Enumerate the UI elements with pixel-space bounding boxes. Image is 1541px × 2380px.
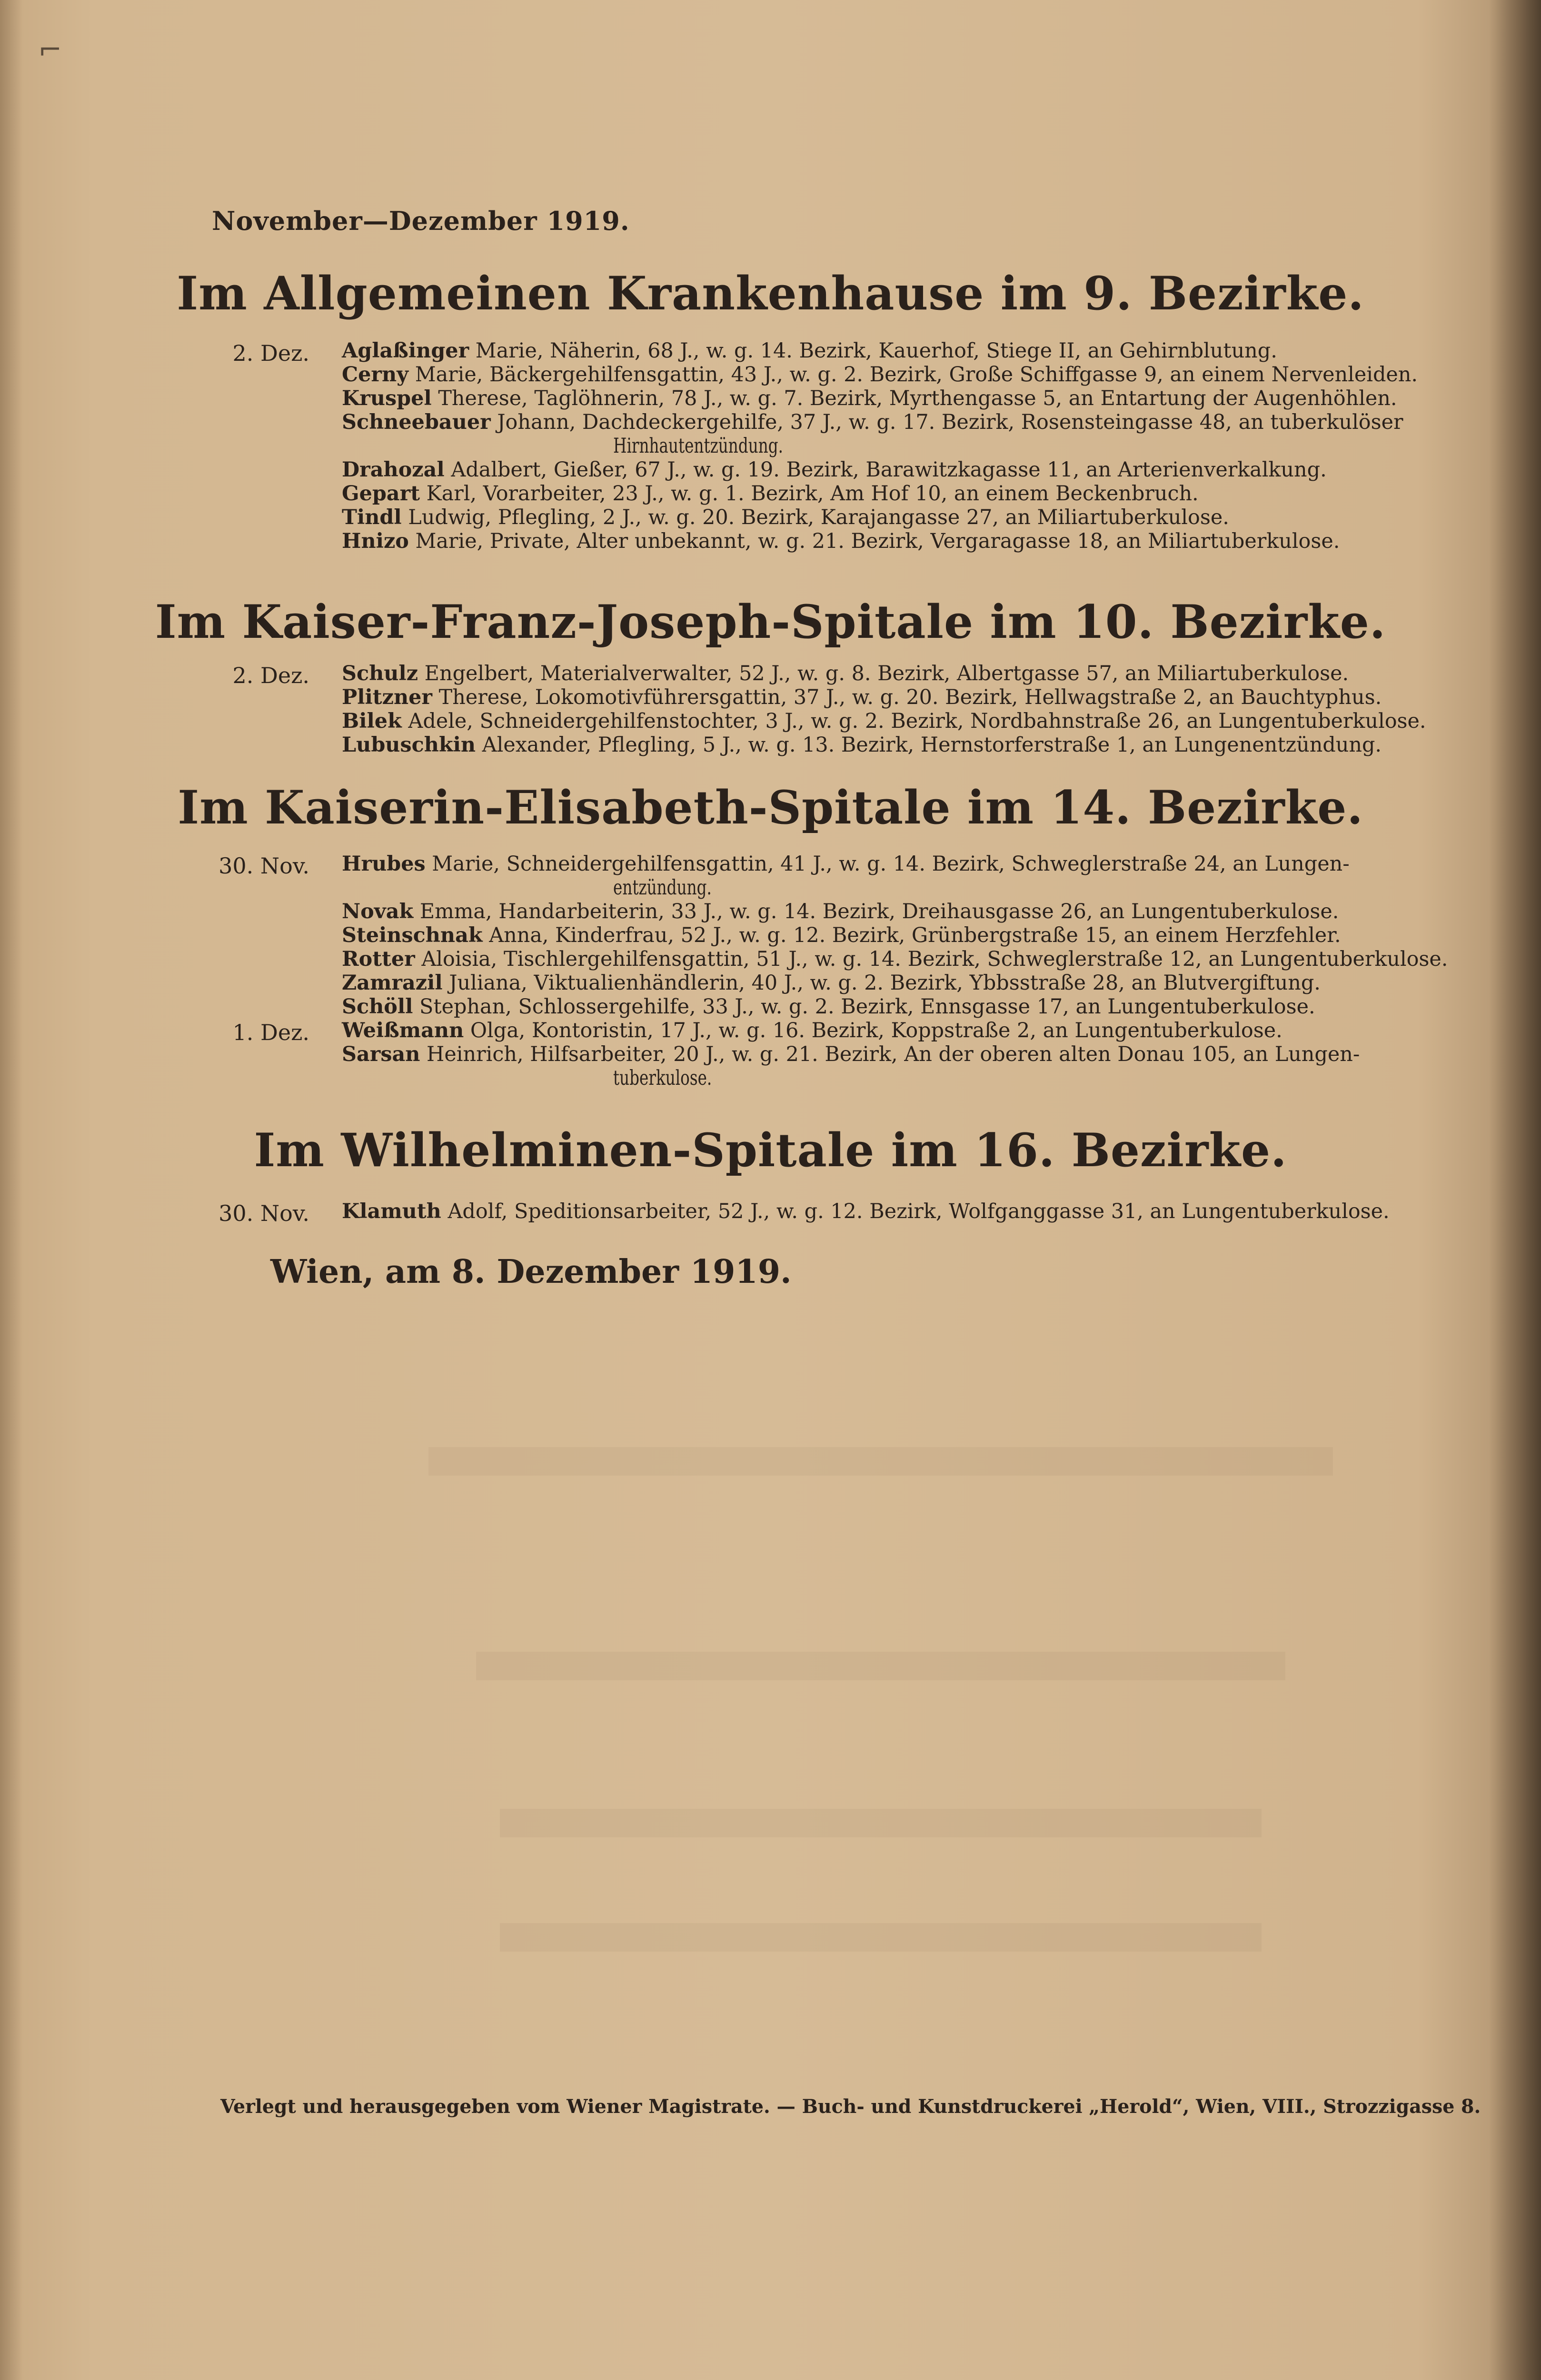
entry-text: Marie, Bäckergehilfensgattin, 43 J., w. g. 2. Bezirk, Große Schiffgasse 9, an einem Nervenleiden.	[408, 363, 1418, 387]
entry-text: Adele, Schneidergehilfenstochter, 3 J., w. g. 2. Bezirk, Nordbahnstraße 26, an Lungentuberkulose.	[401, 709, 1426, 733]
entry-name: Kruspel	[342, 387, 432, 410]
death-entry	[342, 733, 1481, 757]
entry-name: Drahozal	[342, 458, 445, 482]
entry-name: Sarsan	[342, 1042, 420, 1066]
entry-text: Therese, Lokomotivführersgattin, 37 J., w. g. 20. Bezirk, Hellwagstraße 2, an Bauchtyphus.	[432, 685, 1382, 709]
entry-continuation: tuberkulose.	[613, 1066, 712, 1090]
entry-name: Gepart	[342, 482, 420, 506]
entry-text: Anna, Kinderfrau, 52 J., w. g. 12. Bezirk, Grünbergstraße 15, an einem Herzfehler.	[482, 923, 1341, 947]
bleed-through-mark	[476, 1652, 1285, 1680]
entry-text: Therese, Taglöhnerin, 78 J., w. g. 7. Bezirk, Myrthengasse 5, an Entartung der Augenhöhlen.	[431, 387, 1397, 410]
publisher-footer: Verlegt und herausgegeben vom Wiener Magistrate. — Buch- und Kunstdruckerei „Herold“, Wien, VIII., Strozzigasse 8.	[220, 2095, 1481, 2118]
entry-text: Ludwig, Pflegling, 2 J., w. g. 20. Bezirk, Karajangasse 27, an Miliartuberkulose.	[401, 506, 1229, 529]
death-entry	[342, 685, 1481, 709]
entry-name: Plitzner	[342, 685, 432, 709]
death-entry	[342, 529, 1481, 553]
closing-place-date: Wien, am 8. Dezember 1919.	[270, 1253, 792, 1291]
page-binding-shadow	[1489, 0, 1541, 2380]
entry-text: Marie, Private, Alter unbekannt, w. g. 21. Bezirk, Vergaragasse 18, an Miliartuberkulose.	[408, 529, 1340, 553]
entry-text: Adolf, Speditionsarbeiter, 52 J., w. g. 12. Bezirk, Wolfganggasse 31, an Lungentuberkulose.	[441, 1200, 1390, 1223]
death-entry	[342, 662, 1481, 685]
entry-name: Schneebauer	[342, 410, 491, 434]
entry-text: Emma, Handarbeiterin, 33 J., w. g. 14. Bezirk, Dreihausgasse 26, an Lungentuberkulose.	[413, 900, 1339, 923]
entry-continuation: entzündung.	[613, 876, 712, 900]
bleed-through-mark	[500, 1923, 1262, 1952]
entry-text: Johann, Dachdeckergehilfe, 37 J., w. g. 17. Bezirk, Rosensteingasse 48, an tuberkulöser	[490, 410, 1403, 434]
entry-text: Karl, Vorarbeiter, 23 J., w. g. 1. Bezirk, Am Hof 10, an einem Beckenbruch.	[420, 482, 1199, 506]
death-entry	[342, 947, 1481, 971]
entry-name: Schulz	[342, 662, 418, 685]
corner-pencil-mark: ⌐	[38, 33, 62, 67]
death-entry	[342, 387, 1481, 410]
header-date-range: November—Dezember 1919.	[212, 206, 630, 236]
entry-name: Schöll	[342, 995, 413, 1019]
entry-text: Heinrich, Hilfsarbeiter, 20 J., w. g. 21. Bezirk, An der oberen alten Donau 105, an Lungen-	[420, 1042, 1360, 1066]
entry-name: Cerny	[342, 363, 409, 387]
death-entry	[342, 852, 1481, 876]
death-entry	[342, 1042, 1481, 1066]
death-entry	[342, 339, 1481, 363]
death-entry	[342, 1019, 1481, 1042]
page-left-edge	[0, 0, 23, 2380]
entry-date: 2. Dez.	[232, 340, 309, 366]
entry-name: Rotter	[342, 947, 415, 971]
entry-text: Aloisia, Tischlergehilfensgattin, 51 J., w. g. 14. Bezirk, Schweglerstraße 12, an Lungentuberkulose.	[415, 947, 1448, 971]
entry-text: Engelbert, Materialverwalter, 52 J., w. g. 8. Bezirk, Albertgasse 57, an Miliartuberkulose.	[418, 662, 1349, 685]
entry-name: Hrubes	[342, 852, 426, 876]
entry-continuation: Hirnhautentzündung.	[613, 434, 784, 458]
entry-text: Adalbert, Gießer, 67 J., w. g. 19. Bezirk, Barawitzkagasse 11, an Arterienverkalkung.	[444, 458, 1327, 482]
death-entry	[342, 363, 1481, 387]
entry-name: Novak	[342, 900, 414, 923]
death-entry	[342, 709, 1481, 733]
entry-text: Juliana, Viktualienhändlerin, 40 J., w. g. 2. Bezirk, Ybbsstraße 28, an Blutvergiftung.	[442, 971, 1321, 995]
entry-name: Weißmann	[342, 1019, 464, 1042]
death-entry	[342, 410, 1481, 434]
section-title-allgemeines-krankenhaus: Im Allgemeinen Krankenhause im 9. Bezirke.	[177, 267, 1364, 320]
death-entry	[342, 506, 1481, 529]
bleed-through-mark	[428, 1447, 1333, 1476]
entry-name: Hnizo	[342, 529, 409, 553]
section-title-kaiser-franz-joseph-spital: Im Kaiser-Franz-Joseph-Spitale im 10. Bezirke.	[155, 595, 1386, 649]
entry-name: Aglaßinger	[342, 339, 469, 363]
entry-text: Olga, Kontoristin, 17 J., w. g. 16. Bezirk, Koppstraße 2, an Lungentuberkulose.	[464, 1019, 1283, 1042]
entry-name: Bilek	[342, 709, 402, 733]
bleed-through-mark	[500, 1809, 1262, 1837]
death-entry	[342, 900, 1481, 923]
entry-name: Zamrazil	[342, 971, 443, 995]
entry-date: 30. Nov.	[219, 853, 309, 879]
entry-text: Marie, Schneidergehilfensgattin, 41 J., w. g. 14. Bezirk, Schweglerstraße 24, an Lungen-	[425, 852, 1350, 876]
entry-name: Klamuth	[342, 1200, 441, 1223]
section-title-wilhelminen-spital: Im Wilhelminen-Spitale im 16. Bezirke.	[254, 1123, 1287, 1177]
entry-date: 30. Nov.	[219, 1200, 309, 1226]
entry-text: Marie, Näherin, 68 J., w. g. 14. Bezirk, Kauerhof, Stiege II, an Gehirnblutung.	[469, 339, 1277, 363]
section-title-kaiserin-elisabeth-spital: Im Kaiserin-Elisabeth-Spitale im 14. Bezirke.	[178, 781, 1363, 834]
entry-text: Stephan, Schlossergehilfe, 33 J., w. g. 2. Bezirk, Ennsgasse 17, an Lungentuberkulose.	[413, 995, 1315, 1019]
entry-date: 1. Dez.	[232, 1020, 309, 1045]
death-entry	[342, 1200, 1481, 1223]
entry-name: Tindl	[342, 506, 402, 529]
death-entry	[342, 482, 1481, 506]
entry-text: Alexander, Pflegling, 5 J., w. g. 13. Bezirk, Hernstorferstraße 1, an Lungenentzündung.	[476, 733, 1382, 757]
death-entry	[342, 971, 1481, 995]
death-entry	[342, 995, 1481, 1019]
death-entry	[342, 458, 1481, 482]
entry-name: Lubuschkin	[342, 733, 476, 757]
entry-name: Steinschnak	[342, 923, 483, 947]
death-entry	[342, 923, 1481, 947]
entry-date: 2. Dez.	[232, 663, 309, 688]
